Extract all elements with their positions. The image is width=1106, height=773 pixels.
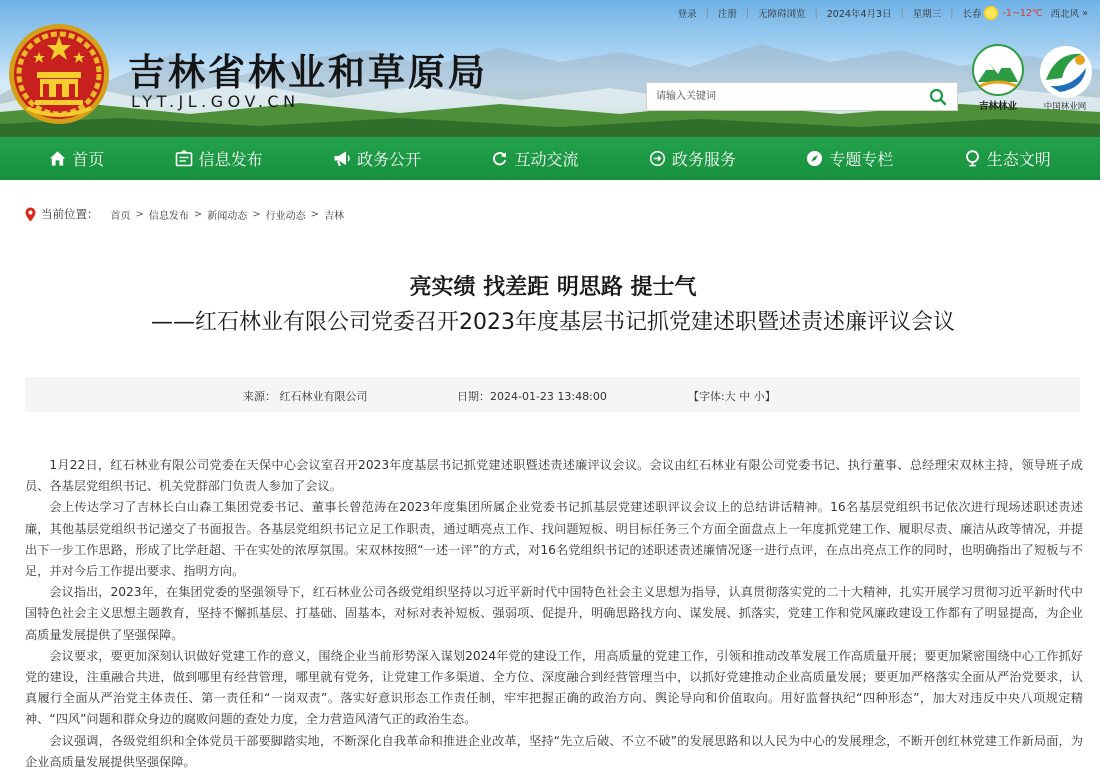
article-subtitle: ——红石林业有限公司党委召开2023年度基层书记抓党建述职暨述责述廉评议会议: [151, 310, 955, 335]
compass-icon: [806, 150, 823, 167]
weather-wind: 西北风: [1050, 9, 1080, 20]
newspaper-icon: [175, 150, 193, 167]
current-weekday: 星期三: [912, 9, 942, 20]
article-title: 亮实绩 找差距 明思路 提士气: [409, 275, 697, 300]
refresh-icon: [491, 150, 508, 167]
accessible-browsing-link[interactable]: 无障碍浏览: [758, 9, 806, 20]
font-size-control[interactable]: 【字体:大 中 小】: [688, 390, 776, 403]
divider: |: [950, 7, 954, 19]
search-input[interactable]: [647, 83, 919, 110]
china-forestry-network-logo-caption: 中国林业网: [1043, 102, 1087, 112]
nav-item-label: 首页: [72, 150, 105, 169]
article-paragraph: 会议强调，各级党组织和全体党员干部要脚踏实地，不断深化自我革命和推进企业改革，坚持“先立后破、不立不破”的发展思路和以人民为中心的发展理念，不断开创红林党建工作新局面，为企业高质量发展提供坚强保障。: [25, 733, 1083, 769]
article-meta-bar: [25, 377, 1080, 412]
nav-item-ecological-civilization[interactable]: [964, 147, 1051, 170]
breadcrumb-label: 当前位置：: [41, 207, 99, 221]
nav-item-label: 政务服务: [671, 150, 736, 169]
main-navigation: [0, 137, 1100, 180]
nav-item-label: 互动交流: [514, 150, 579, 169]
search-box: [646, 82, 958, 111]
current-date: 2024年4月3日: [826, 9, 892, 20]
megaphone-icon: [333, 150, 351, 167]
article-paragraph: 会议指出，2023年，在集团党委的坚强领导下，红石林业公司各级党组织坚持以习近平新时代中国特色社会主义思想为指导，认真贯彻落实党的二十大精神，扎实开展学习贯彻习近平新时代中国特色社会主义思想主题教育，坚持不懈抓基层、打基础、固基本，对标对表补短板、强弱项、促提升，明确思路找方向、谋发展、抓落实，党建工作和党风廉政建设工作都有了明显提高，为企业高质量发展提供了坚强保障。: [25, 585, 1083, 642]
location-pin-icon: [25, 207, 36, 222]
breadcrumb-separator: >: [252, 208, 261, 220]
nav-item-info-release[interactable]: [175, 147, 263, 170]
divider: |: [814, 7, 818, 19]
breadcrumb-item-jilin[interactable]: 吉林: [324, 210, 345, 222]
header-banner: [0, 0, 1100, 137]
nav-item-special-topics[interactable]: [806, 147, 893, 170]
divider: |: [900, 7, 904, 19]
breadcrumb-item-industry-news[interactable]: 行业动态: [265, 210, 306, 222]
weather-city: 长春: [962, 9, 982, 20]
article-paragraph: 会议要求，要更加深刻认识做好党建工作的意义，围绕企业当前形势深入谋划2024年党的建设工作，用高质量的党建工作，引领和推动改革发展工作高质量开展；要更加紧密围绕中心工作抓好党的建设，注重融合共进，做到哪里有经营管理，哪里就有党务，让党建工作多渠道、全方位、深度融合到经营管理当中，以抓好党建推动企业高质量发展；要更加严格落实全面从严治党要求，认真履行全面从严治党主体责任、第一责任和“一岗双责”。落实好意识形态工作责任制，牢牢把握正确的政治方向、舆论导向和价值取向。用好监督执纪“四种形态”，加大对违反中央八项规定精神、“四风”问题和群众身边的腐败问题的查处力度，全力营造风清气正的政治生态。: [25, 648, 1083, 727]
article-date: 日期：2024-01-23 13:48:00: [457, 390, 607, 403]
nav-item-home[interactable]: [49, 147, 104, 170]
weather-temperature: -1~12℃: [1002, 7, 1043, 19]
breadcrumb-separator: >: [193, 208, 203, 220]
nav-item-label: 专题专栏: [829, 150, 894, 169]
double-chevron-right-icon[interactable]: »: [1082, 7, 1088, 19]
register-link[interactable]: 注册: [717, 9, 737, 20]
divider: |: [745, 7, 750, 19]
login-link[interactable]: 登录: [677, 9, 697, 20]
divider: |: [705, 7, 709, 19]
breadcrumb-separator: >: [310, 208, 320, 220]
nav-item-label: 生态文明: [986, 150, 1051, 169]
breadcrumb-separator: >: [135, 208, 144, 220]
site-domain: LYT.JL.GOV.CN: [131, 92, 300, 111]
search-icon: [929, 88, 947, 106]
article-paragraph: 会上传达学习了吉林长白山森工集团党委书记、董事长曾范涛在2023年度集团所属企业党委书记抓基层党建述职评议会议上的总结讲话精神。16名基层党组织书记依次进行现场述职述责述廉，其他基层党组织书记递交了书面报告。各基层党组织书记立足工作职责，通过晒亮点工作、找问题短板、明目标任务三个方面全面盘点上一年度抓党建工作、履职尽责、廉洁从政等情况，并提出下一步工作思路，形成了比学赶超、干在实处的浓厚氛围。宋双林按照“一述一评”的方式，对16名党组织书记的述职述责述廉情况逐一进行点评，在点出亮点工作的同时，也明确指出了短板与不足，并对今后工作提出要求、指明方向。: [25, 500, 1083, 579]
article-source: 来源： 红石林业有限公司: [243, 390, 368, 403]
breadcrumb-item-news[interactable]: 新闻动态: [207, 210, 248, 222]
nav-item-government-affairs[interactable]: [333, 147, 421, 170]
search-button[interactable]: [919, 83, 957, 110]
breadcrumb-item-info-release[interactable]: 信息发布: [148, 210, 189, 222]
breadcrumb-item-home[interactable]: 首页: [110, 210, 131, 222]
service-icon: [649, 150, 666, 167]
sun-icon: [984, 6, 998, 20]
jilin-forestry-logo-caption: 吉林林业: [978, 101, 1017, 112]
breadcrumb: [25, 206, 344, 222]
china-forestry-network-logo-icon[interactable]: [1036, 44, 1096, 100]
site-title: 吉林省林业和草原局: [128, 50, 488, 94]
nav-item-label: 信息发布: [198, 150, 263, 169]
article-body: [25, 455, 1083, 773]
tree-icon: [964, 150, 981, 167]
home-icon: [49, 150, 66, 167]
nav-item-label: 政务公开: [357, 150, 422, 169]
top-utility-bar: [678, 6, 1088, 20]
nav-item-government-services[interactable]: [649, 147, 736, 170]
article-paragraph: 1月22日，红石林业有限公司党委在天保中心会议室召开2023年度基层书记抓党建述职暨述责述廉评议会议。会议由红石林业有限公司党委书记、执行董事、总经理宋双林主持，领导班子成员、各基层党组织书记、机关党群部门负责人参加了会议。: [25, 458, 1083, 494]
nav-item-interaction[interactable]: [491, 147, 578, 170]
national-emblem-icon: [7, 22, 111, 126]
